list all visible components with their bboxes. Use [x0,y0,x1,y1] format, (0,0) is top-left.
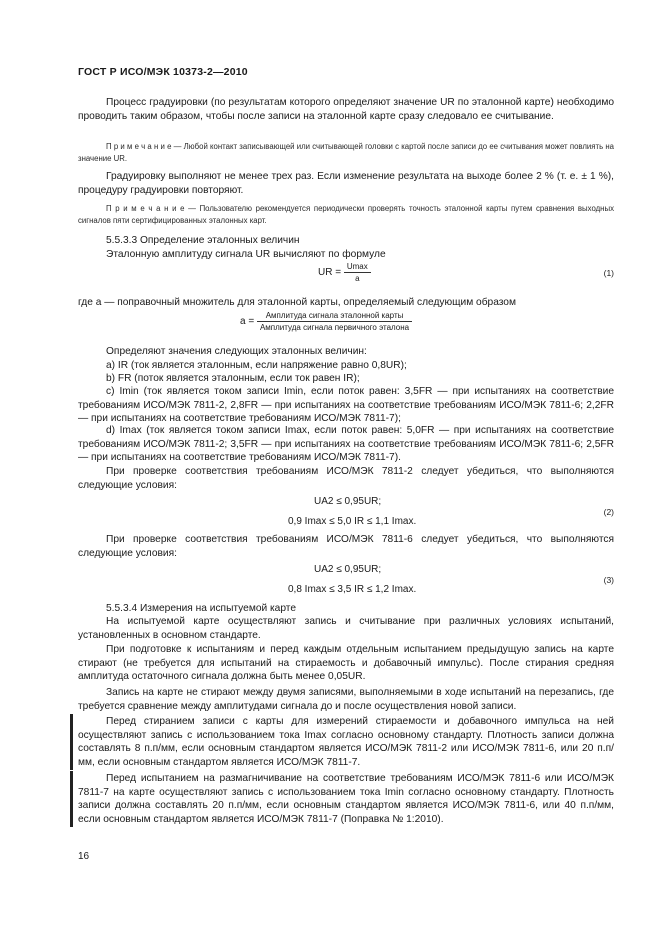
formula-1-fraction [344,262,371,283]
formula-a-numerator: Амплитуда сигнала эталонной карты [257,311,412,322]
paragraph-calibration-repeat: Градуировку выполняют не менее трех раз. Если изменение результата на выходе более 2 % (т. е. ± 1 %), процедуру градуировки повторяют. [78,171,614,196]
formula-2-line-2: 0,9 Imax ≤ 5,0 IR ≤ 1,1 Imax. [288,516,417,527]
list-item-a: а) IR (ток является эталонным, если напряжение равно 0,8UR); [106,360,407,371]
formula-3-line-2: 0,8 Imax ≤ 3,5 IR ≤ 1,2 Imax. [288,584,417,595]
formula-2-line-1: UA2 ≤ 0,95UR; [314,496,382,507]
change-bar-2 [70,771,73,827]
formula-1-numerator: Umax [344,262,371,273]
document-header: ГОСТ Р ИСО/МЭК 10373-2—2010 [78,66,248,78]
note-head-contact: П р и м е ч а н и е — Любой контакт записывающей или считывающей головки с картой после записи до ее считывания может повлиять на значение UR. [78,142,614,163]
formula-1 [318,262,371,283]
section-heading-5-5-3-4: 5.5.3.4 Измерения на испытуемой карте [106,603,297,614]
paragraph-where-a: где a — поправочный множитель для эталонной карты, определяемый следующим образом [78,297,516,308]
section-heading-5-5-3-3: 5.5.3.3 Определение эталонных величин [106,235,300,246]
equation-number-3: (3) [603,575,614,585]
formula-a-denominator: Амплитуда сигнала первичного эталона [259,323,410,332]
paragraph-calibration-process: Процесс градуировки (по результатам которого определяют значение UR по эталонной карте) необходимо проводить таким образом, чтобы после записи на эталонной карте сразу следовало ее считывание. [78,97,614,122]
paragraph-check-7811-6: При проверке соответствия требованиям ИСО/МЭК 7811-6 следует убедиться, что выполняются следующие условия: [78,534,614,559]
formula-a-fraction [257,311,412,332]
paragraph-demagnetization: Перед испытанием на размагничивание на соответствие требованиям ИСО/МЭК 7811-6 или ИСО/МЭК 7811-7 на карте осуществляют запись с использованием тока Imin согласно основному стандарту. Плотность записи должна составлять 20 п.п/мм, если основным стандартом является ИСО/МЭК 7811-6, или 40 п.п/мм, если основным стандартом является ИСО/МЭК 7811-7 (Поправка № 1:2010). [78,773,614,825]
paragraph-reference-values: Определяют значения следующих эталонных величин: [106,346,367,357]
paragraph-test-card: На испытуемой карте осуществляют запись и считывание при различных условиях испытаний, установленных в основном стандарте. [78,616,614,641]
formula-3-line-1: UA2 ≤ 0,95UR; [314,564,382,575]
list-item-c: с) Imin (ток является током записи Imin, если поток равен: 3,5FR — при испытаниях на соответствие требованиям ИСО/МЭК 7811-2, 2,8FR — при испытаниях на соответствие требованиям ИСО/МЭК 7811-6; 2,2FR — при испытаниях на соответствие требованиям ИСО/МЭК 7811-7); [78,386,614,424]
equation-number-2: (2) [603,507,614,517]
formula-1-denominator: a [355,274,360,283]
list-item-d: d) Imax (ток является током записи Imax, если поток равен: 5,0FR — при испытаниях на соответствие требованиям ИСО/МЭК 7811-2; 3,5FR — при испытаниях на соответствие требованиям ИСО/МЭК 7811-6; 2,5FR — при испытаниях на соответствие требованиям ИСО/МЭК 7811-7). [78,425,614,463]
formula-a [240,311,412,332]
paragraph-erase-before-test: При подготовке к испытаниям и перед каждым отдельным испытанием предыдущую запись на карте стирают (не требуется для испытаний на стираемость и добавочный импульс). После стирания средняя амплитуда остаточного сигнала должна быть менее 0,05UR. [78,644,614,682]
equation-number-1: (1) [603,268,614,278]
paragraph-overwrite: Запись на карте не стирают между двумя записями, выполняемыми в ходе испытаний на перезапись, где требуется сравнение между амплитудами сигнала до и после осуществления новой записи. [78,687,614,712]
paragraph-formula-intro: Эталонную амплитуду сигнала UR вычисляют по формуле [106,249,386,260]
paragraph-erasure-imax: Перед стиранием записи с карты для измерений стираемости и добавочного импульса на ней осуществляют запись с использованием тока Imax согласно основному стандарту. Плотность записи должна составлять 8 п.п/мм, если основным стандартом является ИСО/МЭК 7811-2 или ИСО/МЭК 7811-6, или 20 п.п/мм, если основным стандартом является ИСО/МЭК 7811-7. [78,716,614,768]
formula-a-lhs: a = [240,316,255,328]
page-number: 16 [78,851,90,862]
list-item-b: b) FR (поток является эталонным, если ток равен IR); [106,373,360,384]
paragraph-check-7811-2: При проверке соответствия требованиям ИСО/МЭК 7811-2 следует убедиться, что выполняются следующие условия: [78,466,614,491]
note-reference-card-check: П р и м е ч а н и е — Пользователю рекомендуется периодически проверять точность эталонной карты путем сравнения выходных сигналов пяти сертифицированных эталонных карт. [78,204,614,225]
change-bar-1 [70,714,73,770]
formula-1-lhs: UR = [318,267,342,279]
